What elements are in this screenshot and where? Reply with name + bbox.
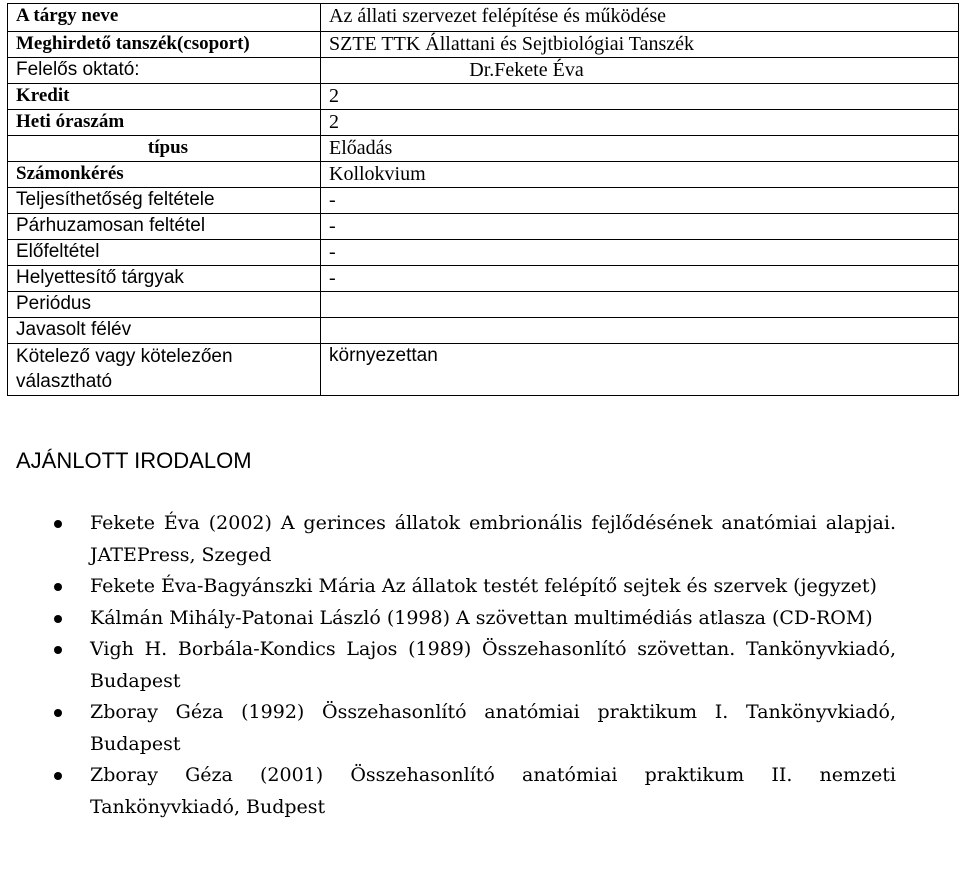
row-value [321, 318, 959, 344]
table-row [8, 214, 959, 240]
row-value: Dr.Fekete Éva [469, 59, 584, 81]
table-row [8, 292, 959, 318]
row-value: SZTE TTK Állattani és Sejtbiológiai Tanszék [321, 32, 959, 58]
row-value: - [321, 214, 959, 240]
bullet-icon [54, 646, 62, 654]
row-value: - [321, 266, 959, 292]
row-key: A tárgy neve [8, 4, 321, 32]
row-value: 2 [321, 110, 959, 136]
row-key: Kredit [8, 84, 321, 110]
reference-text: Kálmán Mihály-Patonai László (1998) A szövettan multimédiás atlasza (CD-ROM) [90, 606, 873, 629]
row-key: Számonkérés [8, 162, 321, 188]
row-value: Az állati szervezet felépítése és működése [321, 4, 959, 32]
table-row [8, 110, 959, 136]
table-row [8, 344, 959, 396]
row-key: típus [8, 136, 321, 162]
list-item [0, 697, 896, 760]
row-key: Felelős oktató: [8, 58, 321, 84]
bullet-icon [54, 615, 62, 623]
row-value: - [321, 188, 959, 214]
course-info-table [7, 3, 959, 396]
row-key: Javasolt félév [8, 318, 321, 344]
reference-text: Zboray Géza (1992) Összehasonlító anatómiai praktikum I. Tankönyvkiadó, Budapest [90, 701, 896, 755]
list-item [0, 634, 896, 697]
table-row [8, 240, 959, 266]
bullet-icon [54, 772, 62, 780]
row-key: Teljesíthetőség feltétele [8, 188, 321, 214]
table-row [8, 136, 959, 162]
row-value [321, 292, 959, 318]
table-row [8, 318, 959, 344]
row-key: Kötelező vagy kötelezően választható [8, 344, 321, 396]
row-value: környezettan [321, 344, 959, 396]
table-row [8, 84, 959, 110]
row-value: Kollokvium [321, 162, 959, 188]
row-key: Helyettesítő tárgyak [8, 266, 321, 292]
list-item [0, 760, 896, 823]
reference-text: Vigh H. Borbála-Kondics Lajos (1989) Összehasonlító szövettan. Tankönyvkiadó, Budapest [90, 638, 896, 692]
row-value: 2 [321, 84, 959, 110]
list-item [0, 508, 896, 571]
row-key: Heti óraszám [8, 110, 321, 136]
table-row [8, 32, 959, 58]
row-key: Periódus [8, 292, 321, 318]
row-key: Előfeltétel [8, 240, 321, 266]
list-item [0, 571, 896, 603]
table-row [8, 188, 959, 214]
section-heading: AJÁNLOTT IRODALOM [16, 448, 252, 473]
table-row [8, 266, 959, 292]
reference-text: Fekete Éva-Bagyánszki Mária Az állatok testét felépítő sejtek és szervek (jegyzet) [90, 575, 877, 597]
row-key: Meghirdető tanszék(csoport) [8, 32, 321, 58]
bullet-icon [54, 583, 62, 591]
row-key: Párhuzamosan feltétel [8, 214, 321, 240]
row-value: Előadás [321, 136, 959, 162]
reference-text: Fekete Éva (2002) A gerinces állatok embrionális fejlődésének anatómiai alapjai. JATEPress, Szeged [90, 512, 896, 566]
reference-list [0, 508, 960, 823]
reference-text: Zboray Géza (2001) Összehasonlító anatómiai praktikum II. nemzeti Tankönyvkiadó, Budpest [90, 764, 896, 818]
table-row [8, 58, 959, 84]
bullet-icon [54, 520, 62, 528]
table-row [8, 4, 959, 32]
bullet-icon [54, 709, 62, 717]
row-value: - [321, 240, 959, 266]
list-item [0, 603, 896, 635]
table-row [8, 162, 959, 188]
